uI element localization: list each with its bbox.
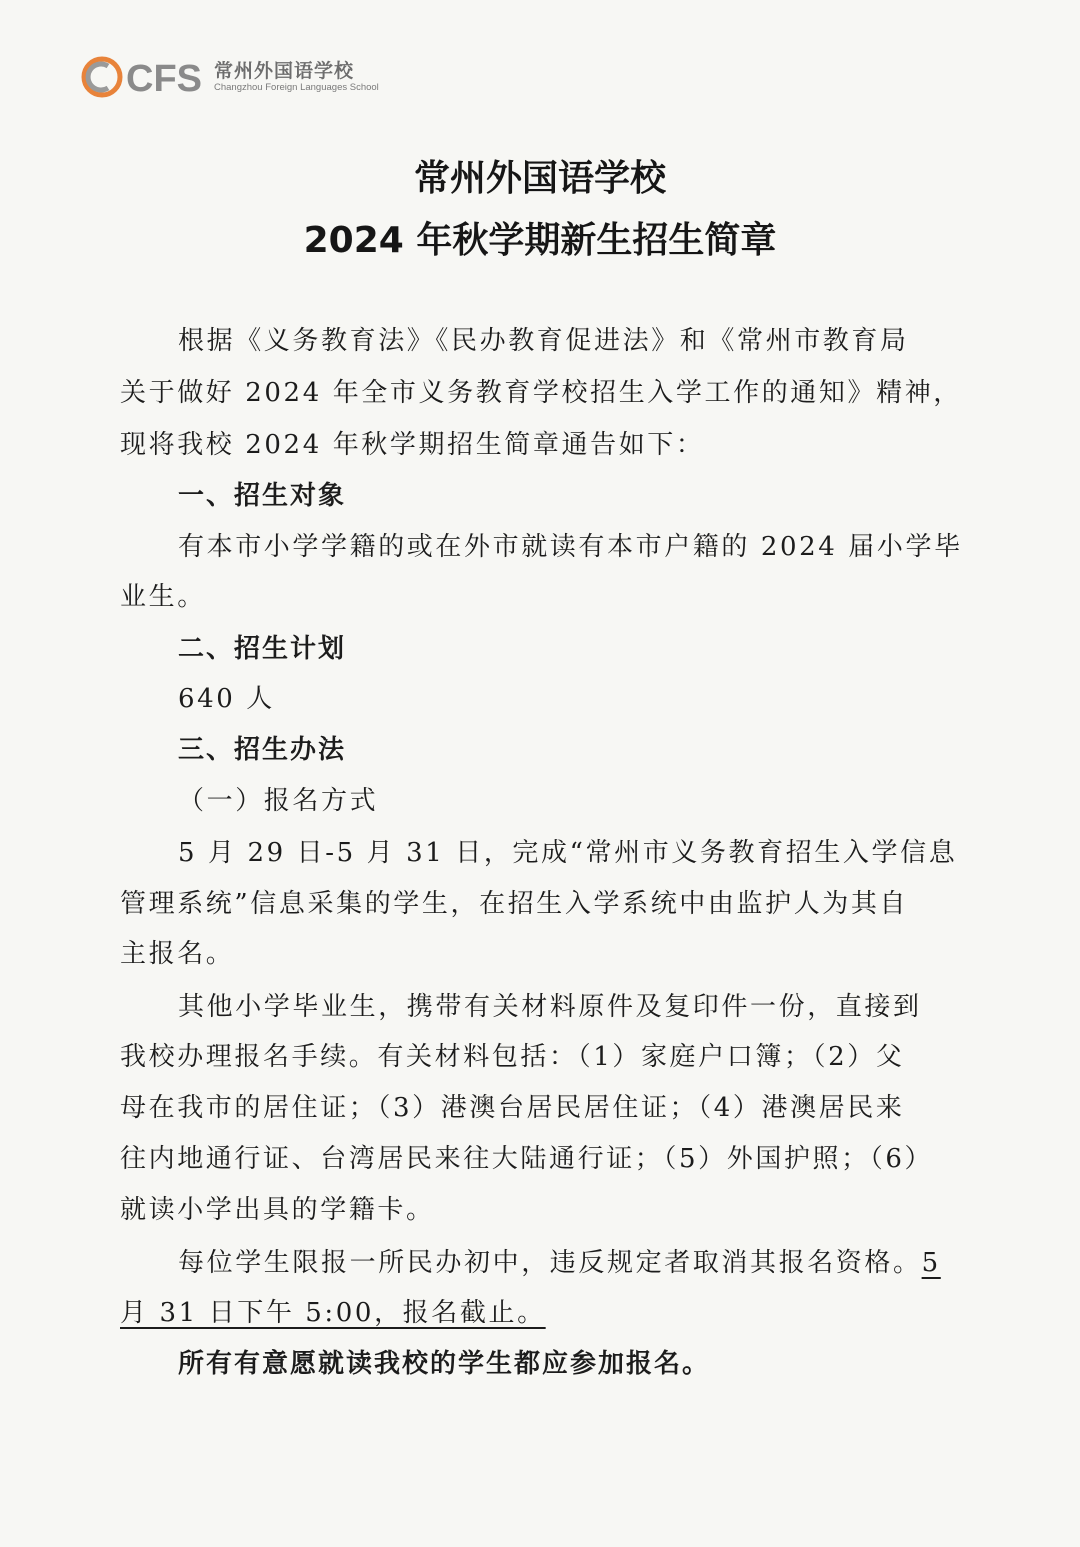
deadline-underlined-line: 月 31 日下午 5:00，报名截止。 — [120, 1298, 546, 1328]
intro-line-1: 根据《义务教育法》《民办教育促进法》和《常州市教育局 — [178, 326, 909, 356]
section-1-line-2: 业生。 — [120, 582, 206, 612]
svg-text:CFS: CFS — [126, 58, 202, 100]
section-3-sub-1: （一）报名方式 — [178, 786, 379, 816]
section-2-heading: 二、招生计划 — [178, 634, 347, 664]
paragraph-1-line-2: 管理系统”信息采集的学生，在招生入学系统中由监护人为其自 — [120, 889, 909, 919]
section-2-value: 640 人 — [178, 684, 275, 714]
section-3-heading: 三、招生办法 — [178, 735, 347, 765]
paragraph-2-line-4: 往内地通行证、台湾居民来往大陆通行证；（5）外国护照；（6） — [120, 1144, 934, 1174]
paragraph-2-line-1: 其他小学毕业生，携带有关材料原件及复印件一份，直接到 — [178, 992, 922, 1022]
logo-name-cn: 常州外国语学校 — [214, 60, 355, 82]
intro-line-2: 关于做好 2024 年全市义务教育学校招生入学工作的通知》精神， — [120, 378, 962, 408]
paragraph-3-text: 每位学生限报一所民办初中，违反规定者取消其报名资格。 — [178, 1248, 922, 1278]
cfs-logo-icon — [80, 52, 210, 102]
paragraph-2-line-3: 母在我市的居住证；（3）港澳台居民居住证；（4）港澳居民来 — [120, 1093, 905, 1123]
intro-line-3: 现将我校 2024 年秋学期招生简章通告如下： — [120, 430, 705, 460]
paragraph-2-line-2: 我校办理报名手续。有关材料包括：（1）家庭户口簿；（2）父 — [120, 1042, 905, 1072]
paragraph-2-line-5: 就读小学出具的学籍卡。 — [120, 1195, 435, 1225]
logo-name-en: Changzhou Foreign Languages School — [214, 82, 379, 93]
paragraph-3-line-1 — [178, 1246, 941, 1280]
page-subtitle: 2024 年秋学期新生招生简章 — [303, 220, 777, 261]
section-1-heading: 一、招生对象 — [178, 481, 347, 511]
page-title: 常州外国语学校 — [413, 158, 666, 199]
paragraph-1-line-3: 主报名。 — [120, 939, 235, 969]
school-logo — [80, 52, 400, 102]
closing-statement: 所有有意愿就读我校的学生都应参加报名。 — [178, 1349, 711, 1379]
logo-text — [214, 60, 379, 93]
deadline-underlined-start: 5 — [921, 1248, 941, 1278]
paragraph-1-line-1: 5 月 29 日-5 月 31 日，完成“常州市义务教育招生入学信息 — [178, 838, 958, 868]
section-1-line-1: 有本市小学学籍的或在外市就读有本市户籍的 2024 届小学毕 — [178, 532, 963, 562]
